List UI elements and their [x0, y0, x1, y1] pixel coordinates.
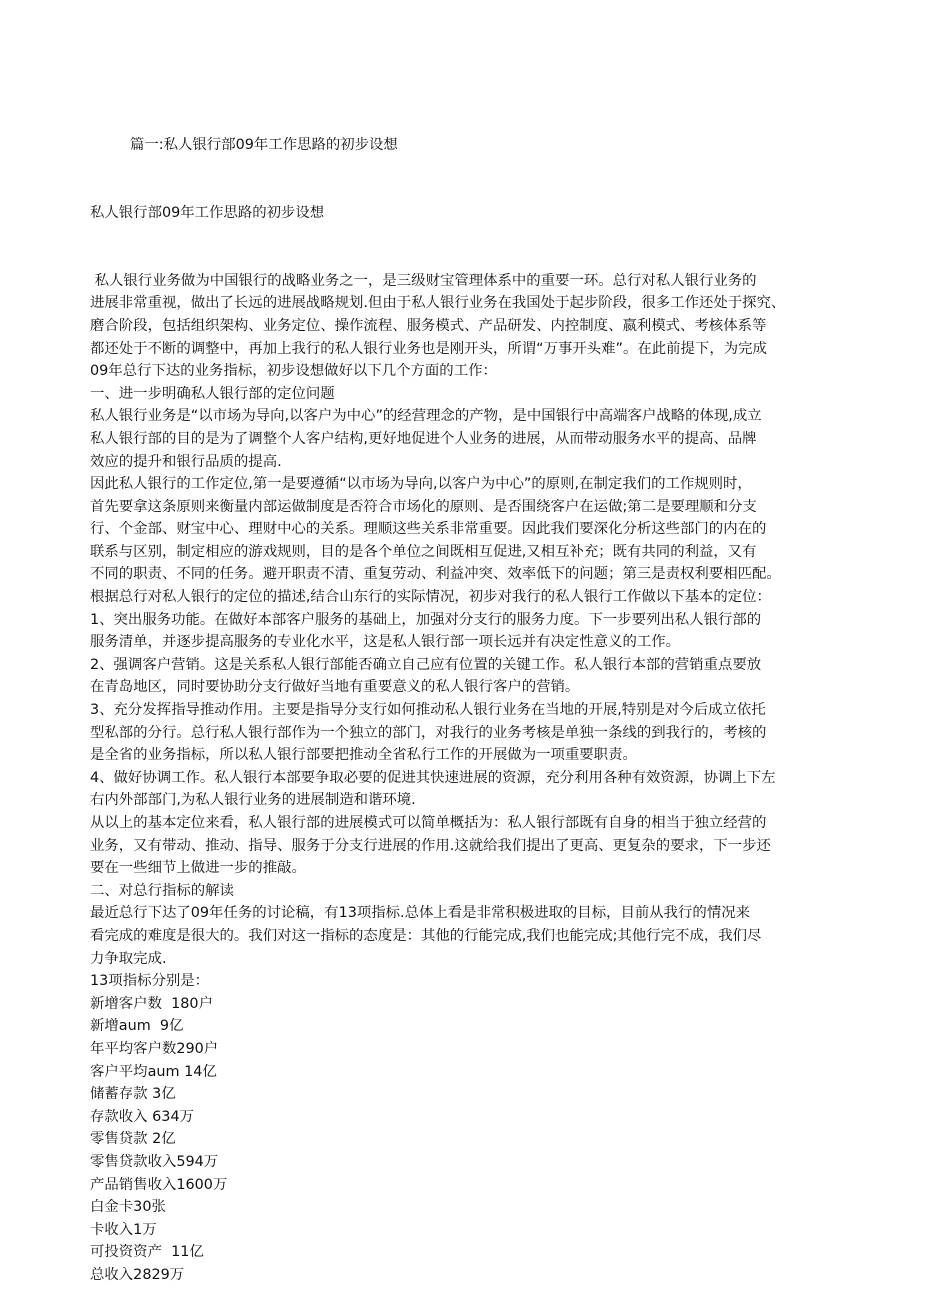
document-line: 白金卡30张: [90, 1199, 166, 1216]
document-line: 储蓄存款 3亿: [90, 1086, 176, 1103]
document-line: 根据总行对私人银行的定位的描述,结合山东行的实际情况，初步对我行的私人银行工作做以下基本的定位：: [90, 589, 771, 606]
document-line: 产品销售收入1600万: [90, 1176, 228, 1193]
document-line: 卡收入1万: [90, 1221, 157, 1238]
document-line: 型私部的分行。总行私人银行部作为一个独立的部门，对我行的业务考核是单独一条线的到我行的，考核的: [90, 724, 767, 741]
document-line: 都还处于不断的调整中，再加上我行的私人银行业务也是刚开头，所谓“万事开头难”。在此前提下，为完成: [90, 340, 767, 357]
document-line: 客户平均aum 14亿: [90, 1063, 217, 1080]
document-line: 联系与区别，制定相应的游戏规则，目的是各个单位之间既相互促进,又相互补充；既有共同的利益，又有: [90, 543, 757, 560]
document-line: 在青岛地区，同时要协助分支行做好当地有重要意义的私人银行客户的营销。: [90, 679, 580, 696]
document-line: 零售贷款收入594万: [90, 1153, 219, 1170]
document-line: 13项指标分别是：: [90, 973, 210, 990]
document-line: 可投资资产 11亿: [90, 1244, 204, 1261]
document-line: 4、做好协调工作。私人银行本部要争取必要的促进其快速进展的资源，充分利用各种有效资源，协调上下左: [90, 769, 776, 786]
document-line: 效应的提升和银行品质的提高.: [90, 453, 282, 470]
document-line: 二、对总行指标的解读: [90, 882, 234, 899]
document-line: 业务，又有带动、推动、指导、服务于分支行进展的作用.这就给我们提出了更高、更复杂的要求，下一步还: [90, 837, 771, 854]
document-line: 零售贷款 2亿: [90, 1131, 176, 1148]
document-line: 最近总行下达了09年任务的讨论稿，有13项指标.总体上看是非常积极进取的目标，目前从我行的情况来: [90, 905, 750, 922]
document-line: 存款收入 634万: [90, 1108, 194, 1125]
document-line: 一、进一步明确私人银行部的定位问题: [90, 385, 335, 402]
document-line: 新增aum 9亿: [90, 1018, 184, 1035]
document-line: 要在一些细节上做进一步的推敲。: [90, 860, 306, 877]
document-line: 09年总行下达的业务指标，初步设想做好以下几个方面的工作：: [90, 363, 497, 380]
document-line: 首先要拿这条原则来衡量内部运做制度是否符合市场化的原则、是否围绕客户在运做;第二是要理顺和分支: [90, 498, 757, 515]
document-line: 行、个金部、财宝中心、理财中心的关系。理顺这些关系非常重要。因此我们要深化分析这些部门的内在的: [90, 521, 767, 538]
document-line: 私人银行部的目的是为了调整个人客户结构,更好地促进个人业务的进展，从而带动服务水平的提高、品牌: [90, 430, 757, 447]
document-line: 1、突出服务功能。在做好本部客户服务的基础上，加强对分支行的服务力度。下一步要列出私人银行部的: [90, 611, 762, 628]
document-line: 总收入2829万: [90, 1266, 185, 1283]
document-line: 是全省的业务指标，所以私人银行部要把推动全省私行工作的开展做为一项重要职责。: [90, 747, 637, 764]
document-line: 从以上的基本定位来看，私人银行部的进展模式可以简单概括为：私人银行部既有自身的相当于独立经营的: [90, 815, 767, 831]
document-line: 服务清单，并逐步提高服务的专业化水平，这是私人银行部一项长远并有决定性意义的工作。: [90, 634, 681, 651]
document-line: 磨合阶段，包括组织架构、业务定位、操作流程、服务模式、产品研发、内控制度、嬴利模式、考核体系等: [90, 317, 767, 334]
document-page: [90, 89, 880, 1309]
document-line: 新增客户数 180户: [90, 995, 213, 1012]
document-line: 看完成的难度是很大的。我们对这一指标的态度是：其他的行能完成,我们也能完成;其他行完不成，我们尽: [90, 927, 762, 944]
document-line: 右内外部部门,为私人银行业务的进展制造和谐环境.: [90, 792, 416, 809]
document-body: [90, 270, 880, 1287]
document-line: 年平均客户数290户: [90, 1040, 219, 1057]
document-heading: 篇一:私人银行部09年工作思路的初步设想: [130, 137, 398, 154]
document-line: 私人银行业务是“以市场为导向,以客户为中心”的经营理念的产物，是中国银行中高端客户战略的体现,成立: [90, 408, 762, 425]
document-subheading: 私人银行部09年工作思路的初步设想: [90, 204, 325, 221]
document-line: 进展非常重视，做出了长远的进展战略规划.但由于私人银行业务在我国处于起步阶段，很多工作还处于探究、: [90, 295, 786, 312]
document-line: 2、强调客户营销。这是关系私人银行部能否确立自己应有位置的关键工作。私人银行本部的营销重点要放: [90, 656, 762, 673]
document-line: 力争取完成.: [90, 950, 167, 967]
document-line: 3、充分发挥指导推动作用。主要是指导分支行如何推动私人银行业务在当地的开展,特别是对今后成立依托: [90, 702, 766, 719]
document-line: 私人银行业务做为中国银行的战略业务之一，是三级财宝管理体系中的重要一环。总行对私人银行业务的: [90, 272, 757, 289]
document-line: 因此私人银行的工作定位,第一是要遵循“以市场为导向,以客户为中心”的原则,在制定我们的工作规则时，: [90, 476, 752, 493]
document-line: 不同的职责、不同的任务。避开职责不清、重复劳动、利益冲突、效率低下的问题；第三是责权利要相匹配。: [90, 566, 781, 583]
